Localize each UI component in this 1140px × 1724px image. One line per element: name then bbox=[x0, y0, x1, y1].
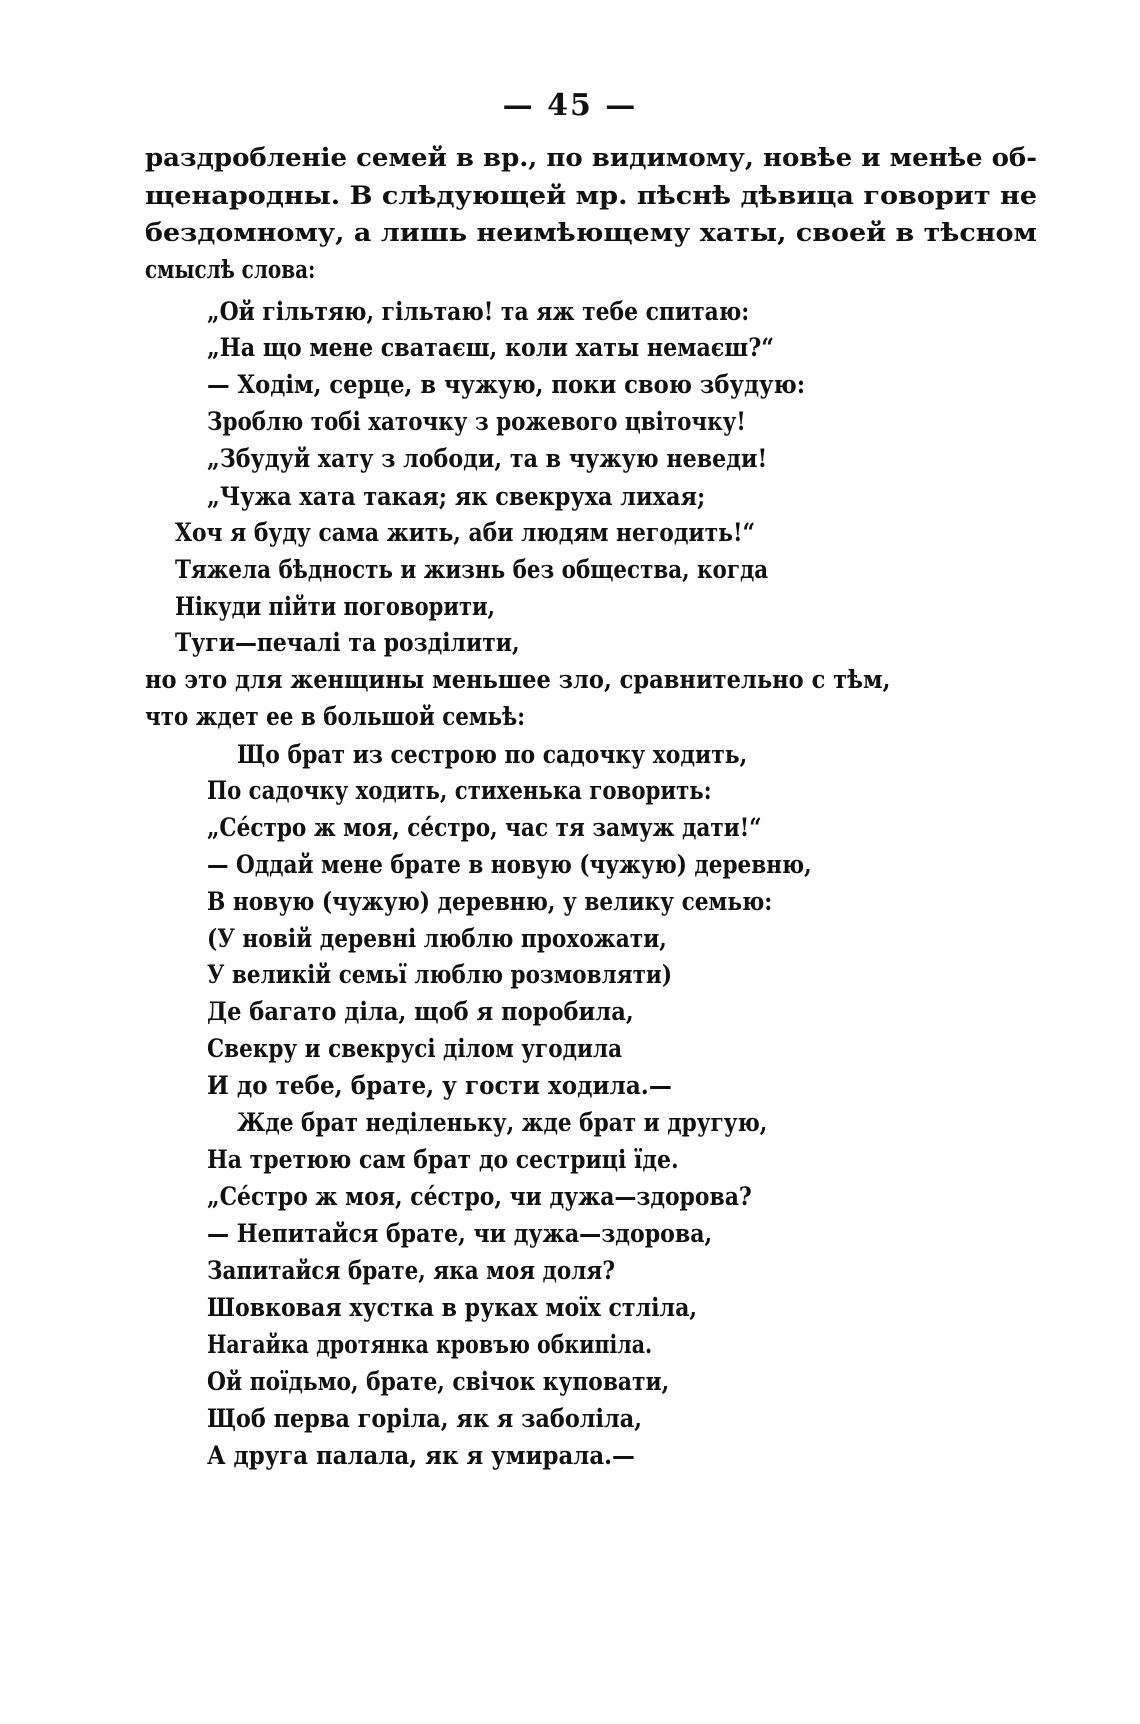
verse-line: На третюю сам брат до сестриці їде. bbox=[207, 1145, 679, 1174]
verse-line: Жде брат неділеньку, жде брат и другую, bbox=[237, 1108, 768, 1137]
verse-line: — Непитайся брате, чи дужа—здорова, bbox=[207, 1219, 713, 1248]
text-line: но это для женщины меньшее зло, сравнительно с тѣм, bbox=[145, 665, 891, 694]
verse-line: — Ходім, серце, в чужую, поки свою збудую: bbox=[207, 370, 806, 399]
verse-line: По садочку ходить, стихенька говорить: bbox=[207, 776, 712, 805]
verse-line: Нікуди пійти поговорити, bbox=[175, 592, 495, 621]
verse-line: Свекру и свекрусі ділом угодила bbox=[207, 1034, 623, 1063]
text-line: Тяжела бѣдность и жизнь без общества, когда bbox=[175, 555, 769, 584]
verse-line: „Ой гільтяю, гільтаю! та яж тебе спитаю: bbox=[207, 297, 750, 326]
verse-line: Де багато діла, щоб я поробила, bbox=[207, 997, 634, 1026]
verse-line: Ой поїдьмо, брате, свічок куповати, bbox=[207, 1367, 670, 1396]
text-line: щенародны. В слѣдующей мр. пѣснѣ дѣвица говорит не bbox=[145, 181, 1038, 210]
verse-line: (У новій деревні люблю прохожати, bbox=[207, 924, 667, 953]
verse-line: А друга палала, як я умирала.— bbox=[207, 1441, 635, 1470]
verse-line: „Сéстро ж моя, сéстро, час тя замуж дати!“ bbox=[207, 813, 762, 842]
verse-line: Щоб перва горіла, як я заболіла, bbox=[207, 1404, 643, 1433]
verse-line: В новую (чужую) деревню, у велику семью: bbox=[207, 887, 773, 916]
verse-line: И до тебе, брате, у гости ходила.— bbox=[207, 1071, 672, 1100]
verse-line: Запитайся брате, яка моя доля? bbox=[207, 1256, 615, 1285]
verse-line: „Чужа хата такая; як свекруха лихая; bbox=[207, 482, 706, 511]
verse-line: У великій семьї люблю розмовляти) bbox=[207, 960, 672, 989]
verse-line: Нагайка дротянка кровъю обкипіла. bbox=[207, 1330, 653, 1359]
verse-line: Що брат из сестрою по садочку ходить, bbox=[237, 740, 748, 769]
verse-line: „На що мене сватаєш, коли хаты немаєш?“ bbox=[207, 333, 775, 362]
text-line: раздробленіе семей в вр., по видимому, новѣе и менѣе об- bbox=[145, 143, 1038, 172]
verse-line: „Збудуй хату з лободи, та в чужую неведи! bbox=[207, 444, 768, 473]
text-line: что ждет ее в большой семьѣ: bbox=[145, 702, 526, 731]
verse-line: Шовковая хустка в руках моїх стліла, bbox=[207, 1293, 698, 1322]
verse-line: Зроблю тобі хаточку з рожевого цвіточку! bbox=[207, 407, 746, 436]
page-number: — 45 — bbox=[502, 88, 638, 123]
verse-line: — Оддай мене брате в новую (чужую) деревню, bbox=[207, 850, 812, 879]
text-line: бездомному, а лишь неимѣющему хаты, своей в тѣсном bbox=[145, 218, 1037, 247]
verse-line: Туги—печалі та розділити, bbox=[175, 628, 520, 657]
verse-line: Хоч я буду сама жить, аби людям негодить!“ bbox=[175, 518, 756, 547]
verse-line: „Сéстро ж моя, сéстро, чи дужа—здорова? bbox=[207, 1182, 752, 1211]
text-line: смыслѣ слова: bbox=[145, 255, 316, 284]
